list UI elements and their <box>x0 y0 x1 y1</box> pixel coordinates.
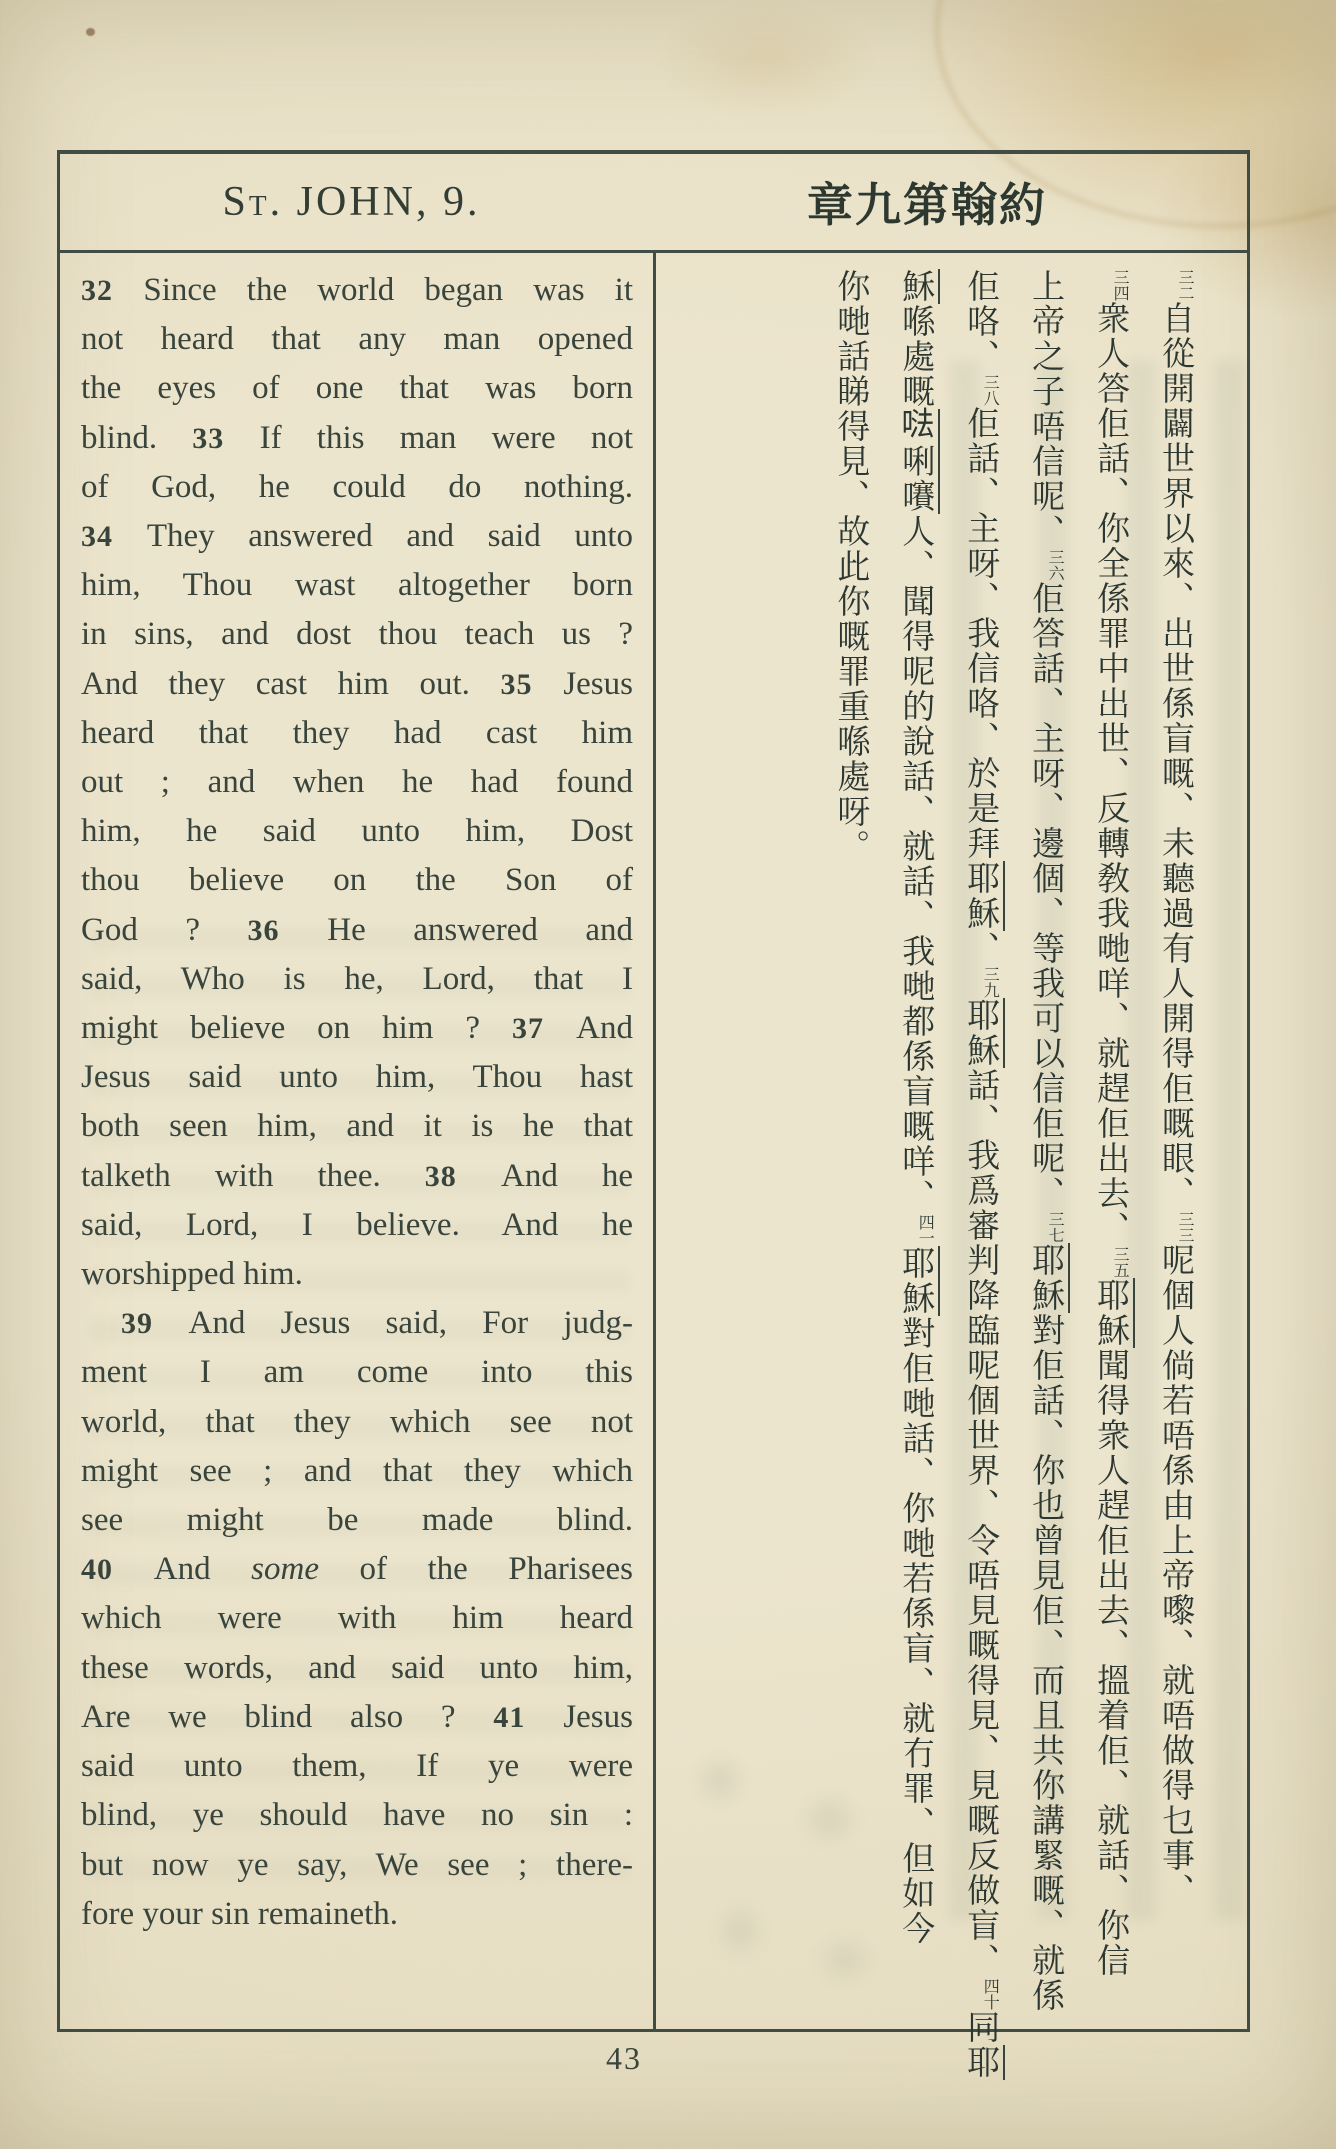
text-run: both seen him, and it is he that <box>81 1108 633 1145</box>
verse-number: 41 <box>493 1700 564 1734</box>
text-run: the eyes of one that was born <box>81 370 633 407</box>
english-text-column <box>60 253 653 2029</box>
text-run: If this man were not <box>259 419 634 456</box>
english-text-line <box>81 758 633 807</box>
english-text-line <box>81 1791 633 1840</box>
text-run: ment I am come into this <box>81 1354 633 1391</box>
text-run: 呢個人倘若唔係由上帝嚟、就唔做得乜事、 <box>1157 1243 1196 1908</box>
text-run: And <box>153 1551 252 1588</box>
english-text-line <box>81 1102 633 1151</box>
text-run: 佢答話、主呀、邊個、等我可以信佢呢、 <box>1027 581 1067 1211</box>
proper-name-marked: 耶 <box>962 2045 1005 2080</box>
text-run: world, that they which see not <box>81 1403 633 1440</box>
english-text-line <box>81 1447 633 1496</box>
verse-number: 35 <box>500 667 564 701</box>
text-run: might believe on him ? <box>81 1010 512 1047</box>
english-text-line <box>81 906 633 955</box>
text-run: And he <box>501 1157 633 1194</box>
proper-name-marked: 耶穌 <box>1027 1243 1070 1313</box>
text-run: Are we blind also ? <box>81 1698 494 1735</box>
english-text-line <box>81 1890 633 1939</box>
verse-number-cn: 三三 <box>1176 1211 1195 1243</box>
english-text-line <box>81 561 633 610</box>
text-run: blind, ye should have no sin : <box>81 1797 633 1834</box>
text-run: 對佢話、你也曾見佢、而且共你講緊嘅、就係 <box>1027 1313 1067 2013</box>
text-run: 衆人答佢話、你全係罪中出世、反轉敎我哋咩、就趕佢出去、 <box>1092 301 1132 1246</box>
english-text-line <box>81 709 633 758</box>
english-text-line <box>81 1053 633 1102</box>
proper-name-marked: 穌 <box>897 269 940 304</box>
verse-number-cn: 三二 <box>1176 269 1195 301</box>
chinese-column <box>831 269 870 2021</box>
english-text-line <box>81 512 633 561</box>
text-run: said, Lord, I believe. And he <box>81 1206 633 1243</box>
text-run: these words, and said unto him, <box>81 1649 633 1686</box>
text-run: talketh with thee. <box>81 1157 425 1194</box>
text-run: 佢話、主呀、我信咯、於是拜 <box>962 406 1002 861</box>
running-head-chinese: 章九第翰約 <box>807 178 1047 232</box>
verse-number: 38 <box>424 1159 501 1193</box>
text-run: 自從開闢世界以來、出世係盲嘅、未聽過有人開得佢嘅眼、 <box>1157 301 1196 1211</box>
text-run: 聞得衆人趕佢出去、搵着佢、就話、你信 <box>1092 1348 1132 1978</box>
text-run: thou believe on the Son of <box>81 862 633 899</box>
english-text-line <box>81 1201 633 1250</box>
english-text-line <box>81 660 633 709</box>
text-run: said, Who is he, Lord, that I <box>81 960 633 997</box>
proper-name-marked: 耶穌 <box>962 998 1005 1068</box>
text-run: 對佢哋話、你哋若係盲、就冇罪、但如今 <box>897 1316 937 1946</box>
english-text-line <box>81 1004 633 1053</box>
verse-number-cn: 四十 <box>981 1978 1001 2010</box>
text-run: see might be made blind. <box>81 1502 633 1539</box>
english-text-line <box>81 463 633 512</box>
text-run: said unto them, If ye were <box>81 1748 633 1785</box>
english-text-line <box>81 1250 633 1299</box>
text-run: They answered and said unto <box>146 518 633 555</box>
text-run: 上帝之子唔信呢、 <box>1027 269 1067 549</box>
text-run: Since the world began was it <box>143 272 634 308</box>
text-run: blind. <box>81 419 193 456</box>
text-run: worshipped him. <box>81 1256 303 1293</box>
verse-number: 32 <box>81 274 144 307</box>
proper-name-marked: 𠵽唎㘔 <box>897 409 940 514</box>
english-text-line <box>81 856 633 905</box>
verse-number-cn: 三四 <box>1111 269 1131 301</box>
verse-number-cn: 三八 <box>981 374 1001 406</box>
verse-number-cn: 三六 <box>1046 549 1066 581</box>
text-run: of the Pharisees <box>318 1551 633 1588</box>
text-run: 人、聞得呢的說話、就話、我哋都係盲嘅咩、 <box>897 514 937 1214</box>
text-run: Jesus <box>563 1698 633 1735</box>
english-text-line <box>81 1152 633 1201</box>
running-head <box>60 154 1247 253</box>
english-text-line <box>81 1545 633 1594</box>
english-text-line <box>81 610 633 659</box>
text-run: 、 <box>962 931 1002 966</box>
text-run: Jesus <box>563 665 633 702</box>
verse-number: 34 <box>81 520 147 554</box>
text-run: 同 <box>962 2010 1002 2045</box>
text-run: out ; and when he had found <box>81 764 633 801</box>
english-text-line <box>81 414 633 463</box>
chinese-column <box>961 269 1002 2080</box>
english-text-line <box>81 1299 633 1348</box>
english-text-line <box>81 807 633 856</box>
chinese-column <box>896 269 935 2021</box>
english-text-line <box>81 1693 633 1742</box>
proper-name-marked: 耶穌 <box>897 1246 940 1316</box>
english-text-line <box>81 1841 633 1890</box>
running-head-english: St. JOHN, 9. <box>222 179 481 225</box>
verse-number: 39 <box>121 1307 189 1341</box>
verse-number-cn: 三九 <box>981 966 1001 998</box>
text-run: of God, he could do nothing. <box>81 468 633 505</box>
proper-name-marked: 耶穌 <box>962 861 1005 931</box>
chinese-text-column <box>656 253 1247 2080</box>
text-run: 佢咯、 <box>962 269 1002 374</box>
text-run: which were with him heard <box>81 1600 633 1637</box>
proper-name-marked: 耶穌 <box>1092 1278 1135 1348</box>
text-run: And they cast him out. <box>81 665 501 702</box>
text-run: heard that they had cast him <box>81 714 633 751</box>
verse-number: 36 <box>247 913 328 947</box>
text-run: some <box>251 1551 319 1588</box>
text-run: 喺處嘅 <box>897 304 937 409</box>
verse-number-cn: 三七 <box>1046 1211 1066 1243</box>
page-number: 43 <box>606 2040 642 2076</box>
text-run: He answered and <box>327 911 634 948</box>
english-text-line <box>81 1594 633 1643</box>
english-text-line <box>81 364 633 413</box>
english-text-line <box>81 1742 633 1791</box>
english-text-line <box>81 1496 633 1545</box>
chinese-column <box>1091 269 1130 2021</box>
english-text-line <box>81 315 633 364</box>
text-run: not heard that any man opened <box>81 321 633 358</box>
chinese-column <box>1026 269 1065 2021</box>
text-run: 你哋話睇得見、故此你嘅罪重喺處呀。 <box>832 269 872 864</box>
english-text-line <box>81 1348 633 1397</box>
verse-number-cn: 四一 <box>916 1214 936 1246</box>
text-run: him, Thou wast altogether born <box>81 567 633 604</box>
english-text-line <box>81 955 633 1004</box>
paper-speck <box>86 28 95 36</box>
text-run: 話、我爲審判降臨呢個世界、令唔見嘅得見、見嘅反做盲、 <box>962 1068 1002 1978</box>
english-text-line <box>81 1644 633 1693</box>
text-run: in sins, and dost thou teach us ? <box>81 616 633 653</box>
verse-number: 40 <box>81 1553 154 1587</box>
english-text-line <box>81 1398 633 1447</box>
text-run: might see ; and that they which <box>81 1452 633 1489</box>
text-run: but now ye say, We see ; there- <box>81 1846 633 1883</box>
text-run: fore your sin remaineth. <box>81 1895 399 1932</box>
english-text-line <box>81 266 633 315</box>
chinese-column <box>1156 269 1195 2021</box>
text-run: Jesus said unto him, Thou hast <box>81 1059 633 1096</box>
verse-number: 37 <box>511 1012 577 1046</box>
text-run: And <box>576 1010 633 1047</box>
verse-number: 33 <box>192 421 260 455</box>
text-run: God ? <box>81 911 248 948</box>
text-run: And Jesus said, For judg- <box>188 1305 633 1342</box>
verse-number-cn: 三五 <box>1111 1246 1131 1278</box>
text-run: him, he said unto him, Dost <box>81 813 633 850</box>
